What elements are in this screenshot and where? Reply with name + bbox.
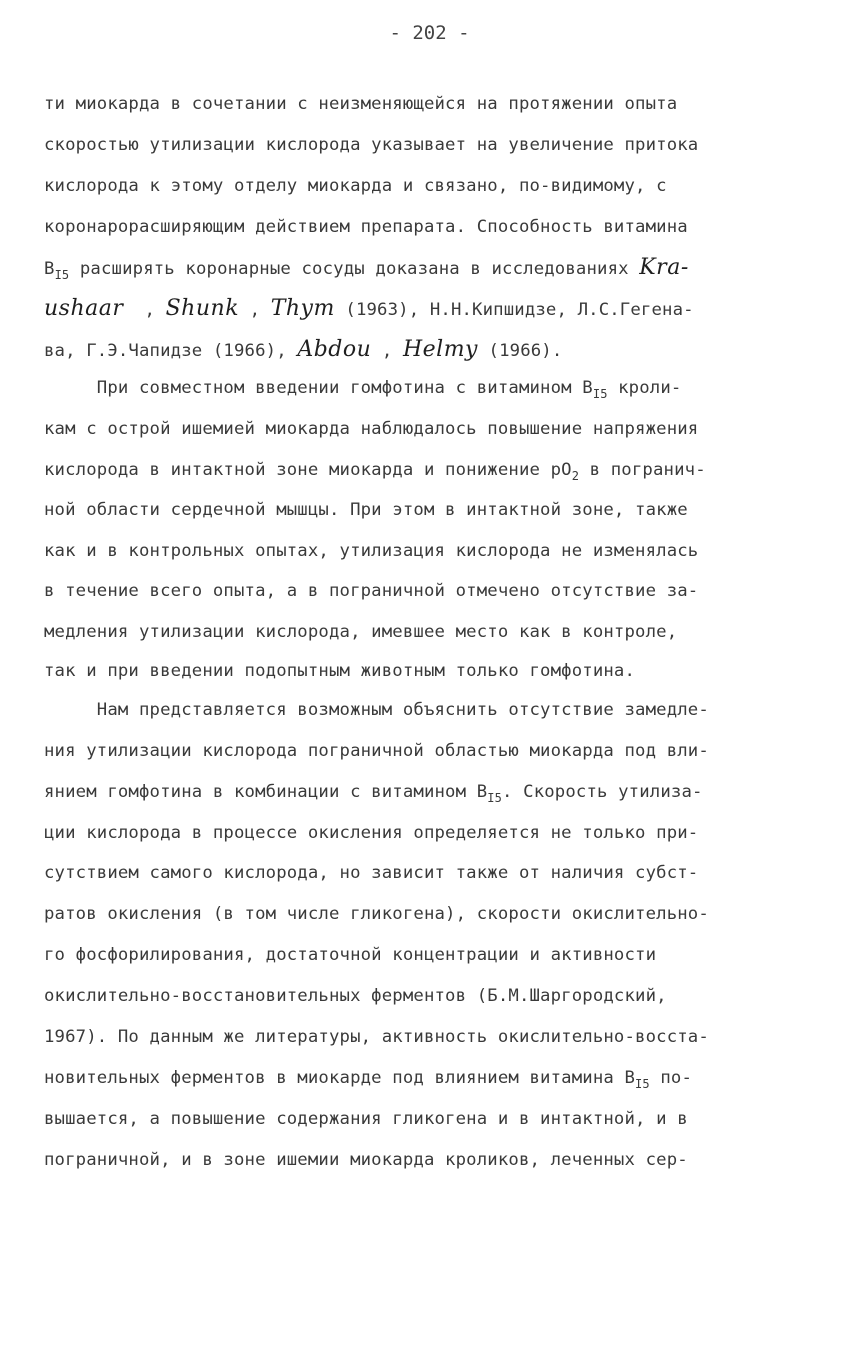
handwritten-name: Helmy bbox=[402, 337, 478, 362]
text-line: $В_{I5}$ расширять коронарные сосуды доказана в исследованиях Kra- bbox=[44, 255, 689, 282]
text-line: медления утилизации кислорода, имевшее место как в контроле, bbox=[44, 622, 678, 642]
text-line: пограничной, и в зоне ишемии миокарда кроликов, леченных сер- bbox=[44, 1150, 688, 1170]
text-line: окислительно-восстановительных ферментов (Б.М.Шаргородский, bbox=[44, 986, 667, 1006]
text-line: Нам представляется возможным объяснить отсутствие замедле- bbox=[44, 700, 709, 720]
text-line: го фосфорилирования, достаточной концентрации и активности bbox=[44, 945, 657, 965]
text-line: ushaar , Shunk , Thym (1963), Н.Н.Кипшидзе, Л.С.Гегена- bbox=[44, 296, 694, 321]
text-line: коронарорасширяющим действием препарата. Способность витамина bbox=[44, 217, 688, 237]
handwritten-name: Abdou bbox=[297, 337, 372, 362]
text-line: ции кислорода в процессе окисления определяется не только при- bbox=[44, 823, 699, 843]
text-line: как и в контрольных опытах, утилизация кислорода не изменялась bbox=[44, 541, 699, 561]
page-number: - 202 - bbox=[389, 22, 470, 44]
text-line: ной области сердечной мышцы. При этом в интактной зоне, также bbox=[44, 500, 688, 520]
text-line: так и при введении подопытным животным только гомфотина. bbox=[44, 661, 636, 681]
handwritten-name: Shunk bbox=[165, 296, 240, 321]
text-line: кислорода в интактной зоне миокарда и понижение $рО_2$ в погранич- bbox=[44, 460, 706, 483]
handwritten-name: ushaar bbox=[44, 296, 124, 321]
text-line: кам с острой ишемией миокарда наблюдалось повышение напряжения bbox=[44, 419, 699, 439]
text-line: новительных ферментов в миокарде под влиянием витамина $В_{I5}$ по- bbox=[44, 1068, 693, 1091]
text-line: 1967). По данным же литературы, активность окислительно-восста- bbox=[44, 1027, 709, 1047]
handwritten-name: Thym bbox=[270, 296, 335, 321]
text-line: в течение всего опыта, а в пограничной отмечено отсутствие за- bbox=[44, 581, 699, 601]
text-line: ратов окисления (в том числе гликогена), скорости окислительно- bbox=[44, 904, 709, 924]
text-line: ва, Г.Э.Чапидзе (1966), Abdou , Helmy (1966). bbox=[44, 337, 563, 362]
handwritten-name: Kra- bbox=[639, 255, 689, 280]
text-line: ния утилизации кислорода пограничной областью миокарда под вли- bbox=[44, 741, 709, 761]
text-line: вышается, а повышение содержания гликогена и в интактной, и в bbox=[44, 1109, 688, 1129]
text-line: сутствием самого кислорода, но зависит также от наличия субст- bbox=[44, 863, 699, 883]
text-line: скоростью утилизации кислорода указывает на увеличение притока bbox=[44, 135, 699, 155]
text-line: янием гомфотина в комбинации с витамином $В_{I5}$. Скорость утилиза- bbox=[44, 782, 703, 805]
text-line: ти миокарда в сочетании с неизменяющейся на протяжении опыта bbox=[44, 94, 678, 114]
text-line: При совместном введении гомфотина с витамином $В_{I5}$ кроли- bbox=[44, 378, 682, 401]
text-line: кислорода к этому отделу миокарда и связано, по-видимому, с bbox=[44, 176, 667, 196]
